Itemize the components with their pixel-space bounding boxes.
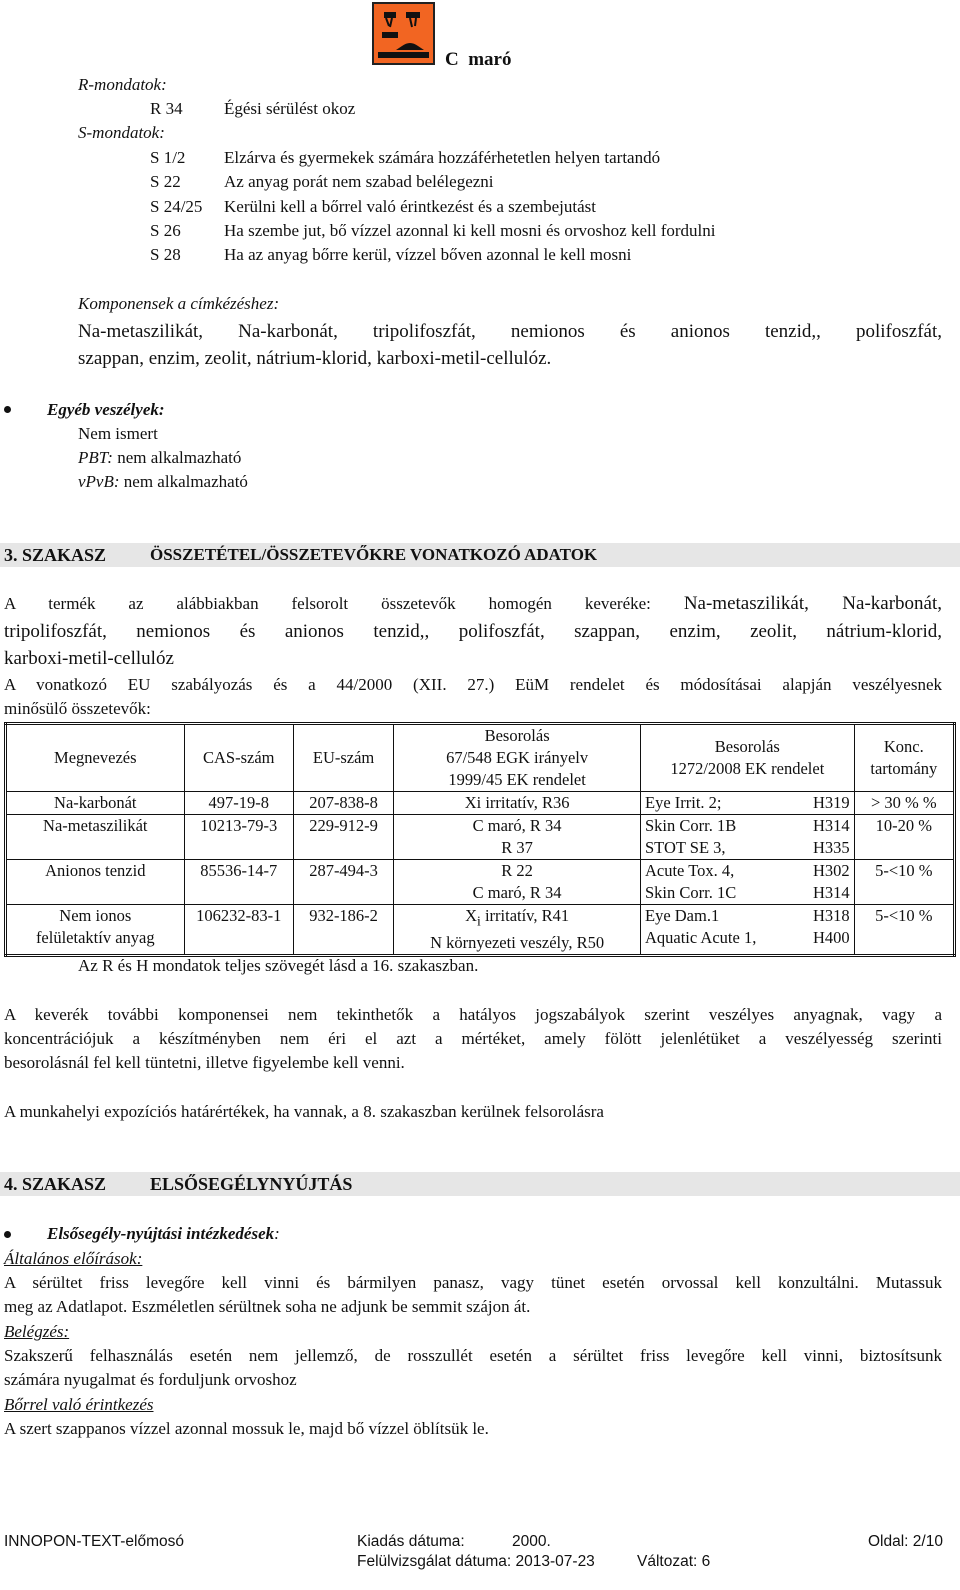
header-class1-line: 67/548 EGK irányelv (446, 748, 589, 767)
hazard-label (445, 48, 512, 72)
paragraph-line: A munkahelyi expozíciós határértékek, ha vannak, a 8. szakaszban kerülnek felsorolásra (4, 1102, 604, 1121)
r-phrase-text: Égési sérülést okoz (224, 99, 356, 118)
s-phrase-code: S 1/2 (150, 148, 186, 167)
class2-label: STOT SE 3, (644, 838, 726, 857)
s-phrase-text: Elzárva és gyermekek számára hozzáférhetetlen helyen tartandó (224, 148, 661, 167)
components-line: szappan, enzim, zeolit, nátrium-klorid, karboxi-metil-cellulóz. (78, 348, 552, 369)
class2-code: H319 (812, 793, 850, 812)
general-heading: Általános előírások: (4, 1249, 143, 1268)
general-line: A sérültet friss levegőre kell vinni és bármilyen panasz, vagy tünet esetén orvossal kell konzultálni. Mutassuk (4, 1273, 942, 1292)
section-title: ELSŐSEGÉLYNYÚJTÁS (150, 1174, 353, 1194)
bullet-icon (4, 1231, 11, 1238)
header-class2-line: Besorolás (714, 737, 780, 756)
section-number: 4. SZAKASZ (4, 1174, 107, 1194)
inhalation-line: számára nyugalmat és forduljunk orvoshoz (4, 1370, 297, 1389)
paragraph-line: besorolásnál fel kell tüntetni, illetve figyelembe kell venni. (4, 1053, 405, 1072)
table-row (6, 815, 955, 860)
class1-symbol: X (465, 906, 477, 925)
cell-class1: Xi irritatív, R36 (394, 792, 641, 815)
cell-conc: 5-<10 % (854, 860, 954, 905)
class1-text: irritatív, R41 (480, 906, 570, 925)
s-phrase-code: S 24/25 (150, 197, 203, 216)
cell-name (6, 905, 185, 956)
footer-issue-label: Kiadás dátuma: (357, 1533, 465, 1550)
cell-cas: 106232-83-1 (184, 905, 293, 956)
class2-code: H314 (812, 883, 850, 902)
cell-cas: 85536-14-7 (184, 860, 293, 905)
intro-text-components: Na-metaszilikát, Na-karbonát, (683, 593, 942, 614)
table-row (6, 905, 955, 956)
class1-subscript: i (477, 913, 481, 929)
hazard-symbol-letter: C (445, 49, 459, 70)
paragraph-line: A keverék további komponensei nem tekinthetők a hatályos jogszabályok szerint veszélyes anyagnak, vagy a (4, 1005, 942, 1024)
vpvb-line (78, 470, 248, 494)
cell-name: Na-karbonát (6, 792, 185, 815)
cell-class2 (640, 815, 854, 860)
class2-label: Skin Corr. 1B (644, 816, 737, 835)
class2-code: H318 (812, 906, 850, 925)
cell-class2 (640, 860, 854, 905)
inhalation-line: Szakszerű felhasználás esetén nem jellemző, de rosszullét esetén a sérültet friss levegőre kell vinni, biztosítsunk (4, 1346, 942, 1365)
table-note: Az R és H mondatok teljes szövegét lásd a 16. szakaszban. (78, 956, 479, 975)
components-heading: Komponensek a címkézéshez: (78, 294, 280, 313)
header-conc (854, 724, 954, 792)
first-aid-measures-text: Elsősegély-nyújtási intézkedések (47, 1224, 275, 1243)
s-phrase-text: Kerülni kell a bőrrel való érintkezést és a szembejutást (224, 197, 596, 216)
cell-eu: 932-186-2 (293, 905, 393, 956)
class1-line: C maró, R 34 (472, 883, 562, 902)
vpvb-label: vPvB: (78, 472, 120, 491)
section-3-intro-line (4, 592, 942, 616)
header-name: Megnevezés (6, 724, 185, 792)
pbt-value: nem alkalmazható (112, 448, 242, 467)
cell-name: Na-metaszilikát (6, 815, 185, 860)
skin-contact-line: A szert szappanos vízzel azonnal mossuk le, majd bő vízzel öblítsük le. (4, 1419, 489, 1438)
bullet-icon (4, 406, 11, 413)
section-3-intro-line: tripolifoszfát, nemionos és anionos tenzid,, polifoszfát, szappan, enzim, zeolit, nátrium-klorid, (4, 621, 942, 642)
general-line: meg az Adatlapot. Eszméletlen sérültnek soha ne adjunk be semmit szájon át. (4, 1297, 531, 1316)
skin-contact-heading: Bőrrel való érintkezés (4, 1395, 154, 1414)
header-class2-line: 1272/2008 EK rendelet (670, 759, 825, 778)
inhalation-heading: Belégzés: (4, 1322, 70, 1341)
intro-text: A termék az alábbiakban felsorolt összetevők homogén keveréke: (4, 594, 651, 613)
cell-eu: 207-838-8 (293, 792, 393, 815)
class2-code: H314 (812, 816, 850, 835)
s-phrase-text: Az anyag porát nem szabad belélegezni (224, 172, 494, 191)
section-title: ÖSSZETÉTEL/ÖSSZETEVŐKRE VONATKOZÓ ADATOK (150, 545, 598, 564)
hazard-label-text: maró (468, 49, 512, 70)
class2-label: Acute Tox. 4, (644, 861, 735, 880)
hazard-pictogram (372, 2, 435, 65)
header-class1-line: Besorolás (484, 726, 550, 745)
class1-line: N környezeti veszély, R50 (430, 933, 605, 953)
components-line: Na-metaszilikát, Na-karbonát, tripolifoszfát, nemionos és anionos tenzid,, polifoszfát, (78, 321, 942, 342)
cell-class1 (394, 815, 641, 860)
other-hazards-text: Nem ismert (78, 424, 158, 443)
corrosive-icon (372, 2, 435, 65)
class1-line: R 37 (501, 838, 533, 857)
pbt-label: PBT: (78, 448, 113, 467)
class2-label: Aquatic Acute 1, (644, 928, 757, 947)
components-table (4, 722, 956, 957)
s-phrase-code: S 22 (150, 172, 181, 191)
header-class2 (640, 724, 854, 792)
footer-product: INNOPON-TEXT-előmosó (4, 1533, 185, 1550)
header-cas: CAS-szám (184, 724, 293, 792)
section-3-intro-line: karboxi-metil-cellulóz (4, 648, 174, 669)
cell-conc: > 30 % % (854, 792, 954, 815)
other-hazards-heading: Egyéb veszélyek: (47, 400, 165, 419)
cell-cas: 497-19-8 (184, 792, 293, 815)
cell-class1 (394, 860, 641, 905)
class1-line: C maró, R 34 (472, 816, 562, 835)
first-aid-measures-heading (47, 1222, 280, 1246)
footer-page: Oldal: 2/10 (868, 1533, 943, 1550)
first-aid-measures-colon: : (274, 1224, 280, 1243)
s-phrase-code: S 26 (150, 221, 181, 240)
name-line: Nem ionos (59, 906, 132, 925)
class2-code: H400 (812, 928, 850, 947)
table-row (6, 792, 955, 815)
class1-line: R 22 (501, 861, 533, 880)
class2-label: Skin Corr. 1C (644, 883, 737, 902)
cell-class1 (394, 905, 641, 956)
cell-class2 (640, 905, 854, 956)
cell-name: Anionos tenzid (6, 860, 185, 905)
table-header-row (6, 724, 955, 792)
cell-eu: 229-912-9 (293, 815, 393, 860)
section-4-header (0, 1172, 960, 1196)
r-phrase-code: R 34 (150, 99, 183, 118)
s-phrase-code: S 28 (150, 245, 181, 264)
section-number: 3. SZAKASZ (4, 545, 107, 565)
s-phrases-heading: S-mondatok: (78, 123, 165, 142)
vpvb-value: nem alkalmazható (119, 472, 248, 491)
section-3-header (0, 543, 960, 567)
class2-label: Eye Irrit. 2; (644, 793, 722, 812)
header-eu: EU-szám (293, 724, 393, 792)
header-conc-line: tartomány (870, 759, 938, 778)
cell-eu: 287-494-3 (293, 860, 393, 905)
class2-label: Eye Dam.1 (644, 906, 720, 925)
paragraph-line: koncentrációjuk a készítményben nem éri el azt a mértéket, amely fölött jelenlétüket a veszélyesség szerinti (4, 1029, 942, 1048)
s-phrase-text: Ha szembe jut, bő vízzel azonnal ki kell mosni és orvoshoz kell fordulni (224, 221, 716, 240)
header-conc-line: Konc. (883, 737, 924, 756)
cell-conc: 5-<10 % (854, 905, 954, 956)
regulation-line: minősülő összetevők: (4, 699, 151, 718)
s-phrase-text: Ha az anyag bőrre kerül, vízzel bőven azonnal le kell mosni (224, 245, 632, 264)
class2-code: H335 (812, 838, 850, 857)
regulation-line: A vonatkozó EU szabályozás és a 44/2000 (XII. 27.) EüM rendelet és módosításai alapján veszélyesnek (4, 675, 942, 694)
r-phrases-heading: R-mondatok: (78, 75, 167, 94)
class2-code: H302 (812, 861, 850, 880)
cell-conc: 10-20 % (854, 815, 954, 860)
cell-cas: 10213-79-3 (184, 815, 293, 860)
pbt-line (78, 446, 241, 470)
footer-review-date: Felülvizsgálat dátuma: 2013-07-23 (357, 1553, 595, 1570)
table-row (6, 860, 955, 905)
footer-version: Változat: 6 (637, 1553, 711, 1570)
header-class1-line: 1999/45 EK rendelet (448, 770, 586, 789)
header-class1 (394, 724, 641, 792)
footer-issue-value: 2000. (512, 1533, 551, 1550)
cell-class2 (640, 792, 854, 815)
name-line: felületaktív anyag (35, 928, 155, 947)
class1-line (398, 905, 636, 932)
